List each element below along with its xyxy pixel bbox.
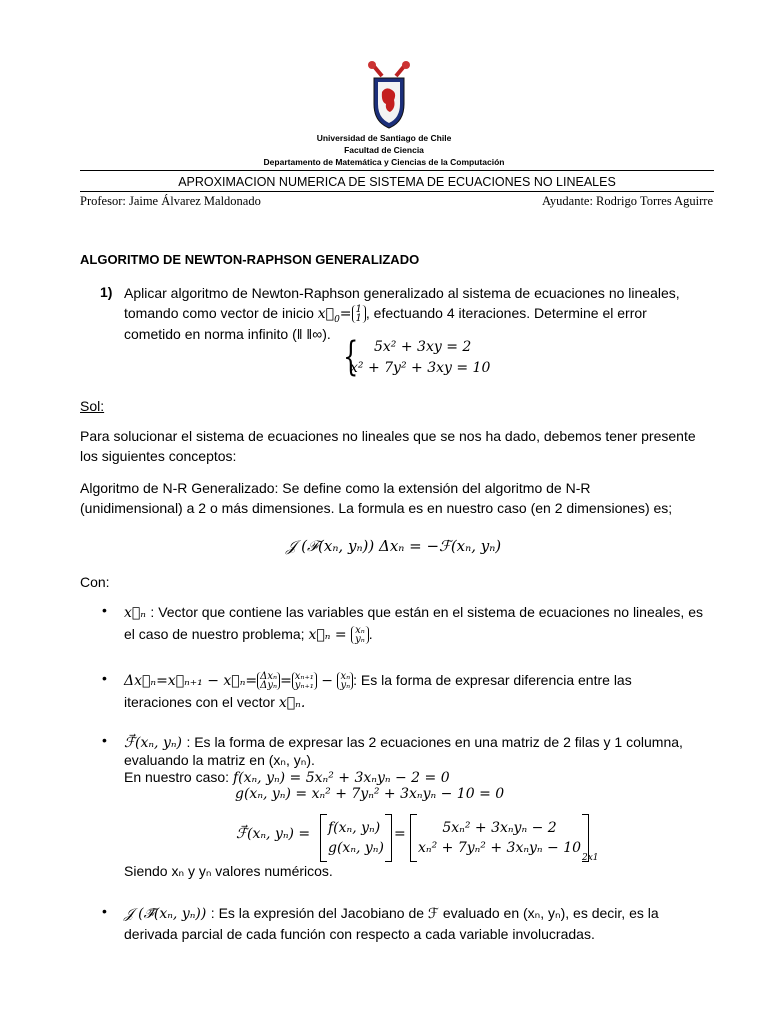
- system-brace: {: [343, 334, 359, 380]
- faculty-name: Facultad de Ciencia: [344, 145, 424, 155]
- problem-line-2b: , efectuando 4 iteraciones. Determine el error: [365, 305, 647, 321]
- document-title: APROXIMACION NUMERICA DE SISTEMA DE ECUACIONES NO LINEALES: [178, 175, 616, 189]
- system-equation-2: x² + 7y² + 3xy = 10: [350, 360, 491, 376]
- header-rule-bottom: [80, 191, 714, 192]
- bullet-2-text: : Es la forma de expresar diferencia entre las: [353, 672, 632, 688]
- con-label: Con:: [80, 574, 110, 590]
- sol-label: Sol:: [80, 398, 105, 414]
- bullet-dot-3: •: [102, 732, 107, 748]
- bullet-1-text: : Vector que contiene las variables que están en el sistema de ecuaciones no lineales, es: [150, 604, 703, 620]
- matrix-equals: =: [394, 826, 406, 842]
- bullet-4-line-2: derivada parcial de cada función con respecto a cada variable involucradas.: [124, 926, 595, 942]
- header-rule-top: [80, 170, 714, 171]
- bullet-dot-1: •: [102, 602, 107, 618]
- bullet-1-line-2: el caso de nuestro problema; x⃗ₙ = xₙ yₙ .: [124, 625, 373, 646]
- professor-name: Profesor: Jaime Álvarez Maldonado: [80, 194, 261, 208]
- delta-formula: Δx⃗ₙ=x⃗ₙ₊₁ − x⃗ₙ= Δxₙ Δyₙ = xₙ₊₁ yₙ₊₁ − xₙ yₙ: [124, 673, 353, 689]
- problem-line-1: Aplicar algoritmo de Newton-Raphson generalizado al sistema de ecuaciones no lineales,: [124, 285, 680, 301]
- vector-xn-symbol: x⃗ₙ: [124, 605, 151, 621]
- fg-matrix: f(xₙ, yₙ) g(xₙ, yₙ): [322, 818, 390, 858]
- bullet-4-text: : Es la expresión del Jacobiano de ℱ evaluado en (xₙ, yₙ), es decir, es la: [210, 905, 659, 921]
- matrix-bottom-entry: xₙ² + 7yₙ² + 3xₙyₙ − 10: [418, 840, 582, 856]
- intro-line-1: Para solucionar el sistema de ecuaciones no lineales que se nos ha dado, debemos tener presente: [80, 428, 696, 444]
- bullet-1-line-1: [124, 602, 703, 623]
- system-equation-1: 5x² + 3xy = 2: [374, 339, 472, 355]
- jacobian-symbol: 𝒥 (ℱ⃗(xₙ, yₙ)): [124, 906, 211, 922]
- bullet-4-line-1: [124, 903, 659, 924]
- bullet-2-line-2: iteraciones con el vector x⃗ₙ.: [124, 694, 306, 711]
- main-formula: 𝒥 (ℱ(xₙ, yₙ)) Δxₙ = −ℱ(xₙ, yₙ): [286, 537, 502, 555]
- F-symbol: ℱ⃗(xₙ, yₙ): [124, 735, 187, 751]
- problem-number: 1): [100, 284, 113, 300]
- department-name: Departamento de Matemática y Ciencias de la Computación: [263, 157, 505, 167]
- definition-line-1: Algoritmo de N-R Generalizado: Se define como la extensión del algoritmo de N-R: [80, 480, 591, 496]
- university-crest-logo: [364, 60, 414, 130]
- bullet-3-text: : Es la forma de expresar las 2 ecuaciones en una matriz de 2 filas y 1 columna,: [186, 734, 683, 750]
- bullet-1-line-2-text: el caso de nuestro problema;: [124, 626, 309, 642]
- problem-line-2a: tomando como vector de inicio: [124, 305, 318, 321]
- bullet-2-line-2-text: iteraciones con el vector: [124, 694, 279, 710]
- g-equation: g(xₙ, yₙ) = xₙ² + 7yₙ² + 3xₙyₙ − 10 = 0: [235, 786, 505, 802]
- expanded-matrix: [412, 818, 587, 858]
- section-title: ALGORITMO DE NEWTON-RAPHSON GENERALIZADO: [80, 252, 420, 267]
- problem-line-3: cometido en norma infinito (‖ ‖∞).: [124, 326, 331, 342]
- intro-line-2: los siguientes conceptos:: [80, 448, 237, 464]
- matrix-dimension: 2x1: [582, 853, 599, 863]
- bullet-dot-2: •: [102, 670, 107, 686]
- bullet-3-line-3-text: En nuestro caso:: [124, 769, 233, 785]
- assistant-name: Ayudante: Rodrigo Torres Aguirre: [542, 194, 713, 208]
- matrix-top-entry: 5xₙ² + 3xₙyₙ − 2: [442, 820, 557, 836]
- definition-line-2: (unidimensional) a 2 o más dimensiones. La formula es en nuestro caso (en 2 dimensiones) es;: [80, 500, 673, 516]
- F-vector-label: ℱ⃗(xₙ, yₙ) =: [236, 826, 311, 842]
- f-equation: f(xₙ, yₙ) = 5xₙ² + 3xₙyₙ − 2 = 0: [232, 770, 450, 786]
- initial-vector: $x⃗_0=$ 1 1: [318, 306, 366, 322]
- bullet-dot-4: •: [102, 903, 107, 919]
- siendo-line: Siendo xₙ y yₙ valores numéricos.: [124, 863, 333, 879]
- bullet-3-line-2: evaluando la matriz en (xₙ, yₙ).: [124, 752, 315, 768]
- university-name: Universidad de Santiago de Chile: [316, 133, 452, 143]
- bullet-2-line-1: [124, 670, 632, 691]
